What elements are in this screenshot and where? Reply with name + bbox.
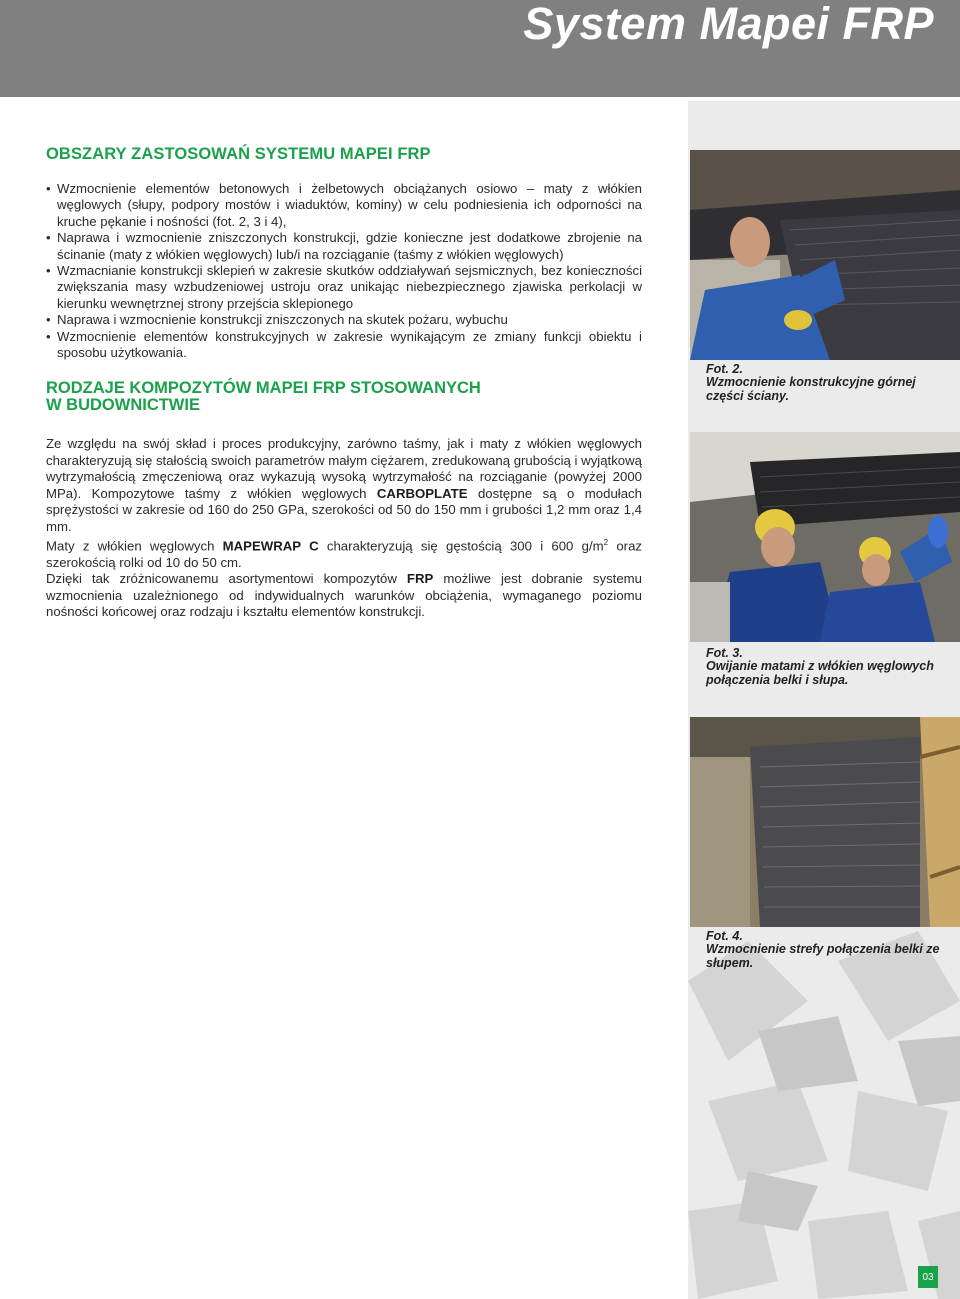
list-item: • Naprawa i wzmocnienie konstrukcji zniszczonych na skutek pożaru, wybuchu [46,312,508,328]
bullet-icon: • [46,230,51,246]
bullet-icon: • [46,181,51,196]
list-item: • Wzmocnienie elementów konstrukcyjnych w zakresie wynikającym ze zmiany funkcji obiektu i sposobu użytkowania. [46,328,642,361]
section-heading-applications: OBSZARY ZASTOSOWAŃ SYSTEMU MAPEI FRP [46,145,431,163]
bullet-icon: • [46,312,51,328]
list-item: • Wzmacnianie konstrukcji sklepień w zakresie skutków oddziaływań sejsmicznych, bez konieczności zwiększania masy wzbudzeniowej ustroju oraz unikając niebezpiecznego zjawiska perkolacji w kierunku wewnętrznej strony przejścia sklepionego [46,263,642,311]
photo-beam-column-wrapping [690,432,960,642]
section-heading-composites: RODZAJE KOMPOZYTÓW MAPEI FRP STOSOWANYCH W BUDOWNICTWIE [46,379,481,415]
bullet-icon: • [46,263,51,279]
list-item: • Naprawa i wzmocnienie zniszczonych konstrukcji, gdzie konieczne jest dodatkowe zbrojenie na ścinanie (maty z włókien węglowych) lub/i na rozciąganie (taśmy z włókien węglowych) [46,230,642,262]
main-column [46,146,642,620]
paragraph-mapewrap: Maty z włókien węglowych MAPEWRAP C charakteryzują się gęstością 300 i 600 $g/m^2$ oraz szerokością rolki od 10 do 50 cm. [46,537,643,570]
paragraph-carboplate: Ze względu na swój skład i proces produkcyjny, zarówno taśmy, jak i maty z włókien węglowych charakteryzują się stałością swoich parametrów małym ciężarem, zredukowaną grubością i wyjątkową wytrzymałością zmęczeniową oraz wykazują wysoką wytrzymałość na rozciąganie (powyżej 2000 MPa). Kompozytowe taśmy z włókien węglowych CARBOPLATE dostępne są o modułach sprężystości w zakresie od 160 do 250 GPa, szerokości od 50 do 150 mm i grubości 1,2 mm oraz 1,4 mm. [46,436,642,534]
list-item: • Wzmocnienie elementów betonowych i żelbetowych obciążanych osiowo – maty z włókien węglowych (słupy, podpory mostów i wiaduktów, kominy) w celu podniesienia ich odporności na kruche pękanie i nośności (fot. 2, 3 i 4), [46,181,642,229]
caption-photo-4: Fot. 4. Wzmocnienie strefy połączenia belki ze słupem. [706,929,940,970]
paragraph-frp: Dzięki tak zróżnicowanemu asortymentowi kompozytów FRP możliwe jest dobranie systemu wzmocnienia uzależnionego od indywidualnych warunków obciążenia, wymaganego poziomu nośności końcowej oraz rodzaju i kształtu elementów konstrukcji. [46,571,643,619]
brand-frp: FRP [406,571,434,587]
page-number: 03 [918,1266,938,1288]
caption-photo-2: Fot. 2. Wzmocnienie konstrukcyjne górnej części ściany. [706,362,916,403]
bullet-icon: • [46,328,51,344]
photo-wall-strengthening-image [690,150,960,360]
caption-photo-3: Fot. 3. Owijanie matami z włókien węglowych połączenia belki i słupa. [706,646,934,687]
composites-body [46,436,642,620]
page-header [0,0,960,97]
photo-wall-strengthening [690,150,960,360]
photo-beam-column-joint [690,717,960,927]
photo-beam-column-joint-image [690,717,960,927]
page-title: System Mapei FRP [523,0,934,49]
brand-carboplate: CARBOPLATE [376,485,468,501]
photo-beam-column-wrapping-image [690,432,960,642]
applications-list [46,181,642,361]
brand-mapewrap: MAPEWRAP C [222,538,319,554]
photo-sidebar [688,101,960,1299]
